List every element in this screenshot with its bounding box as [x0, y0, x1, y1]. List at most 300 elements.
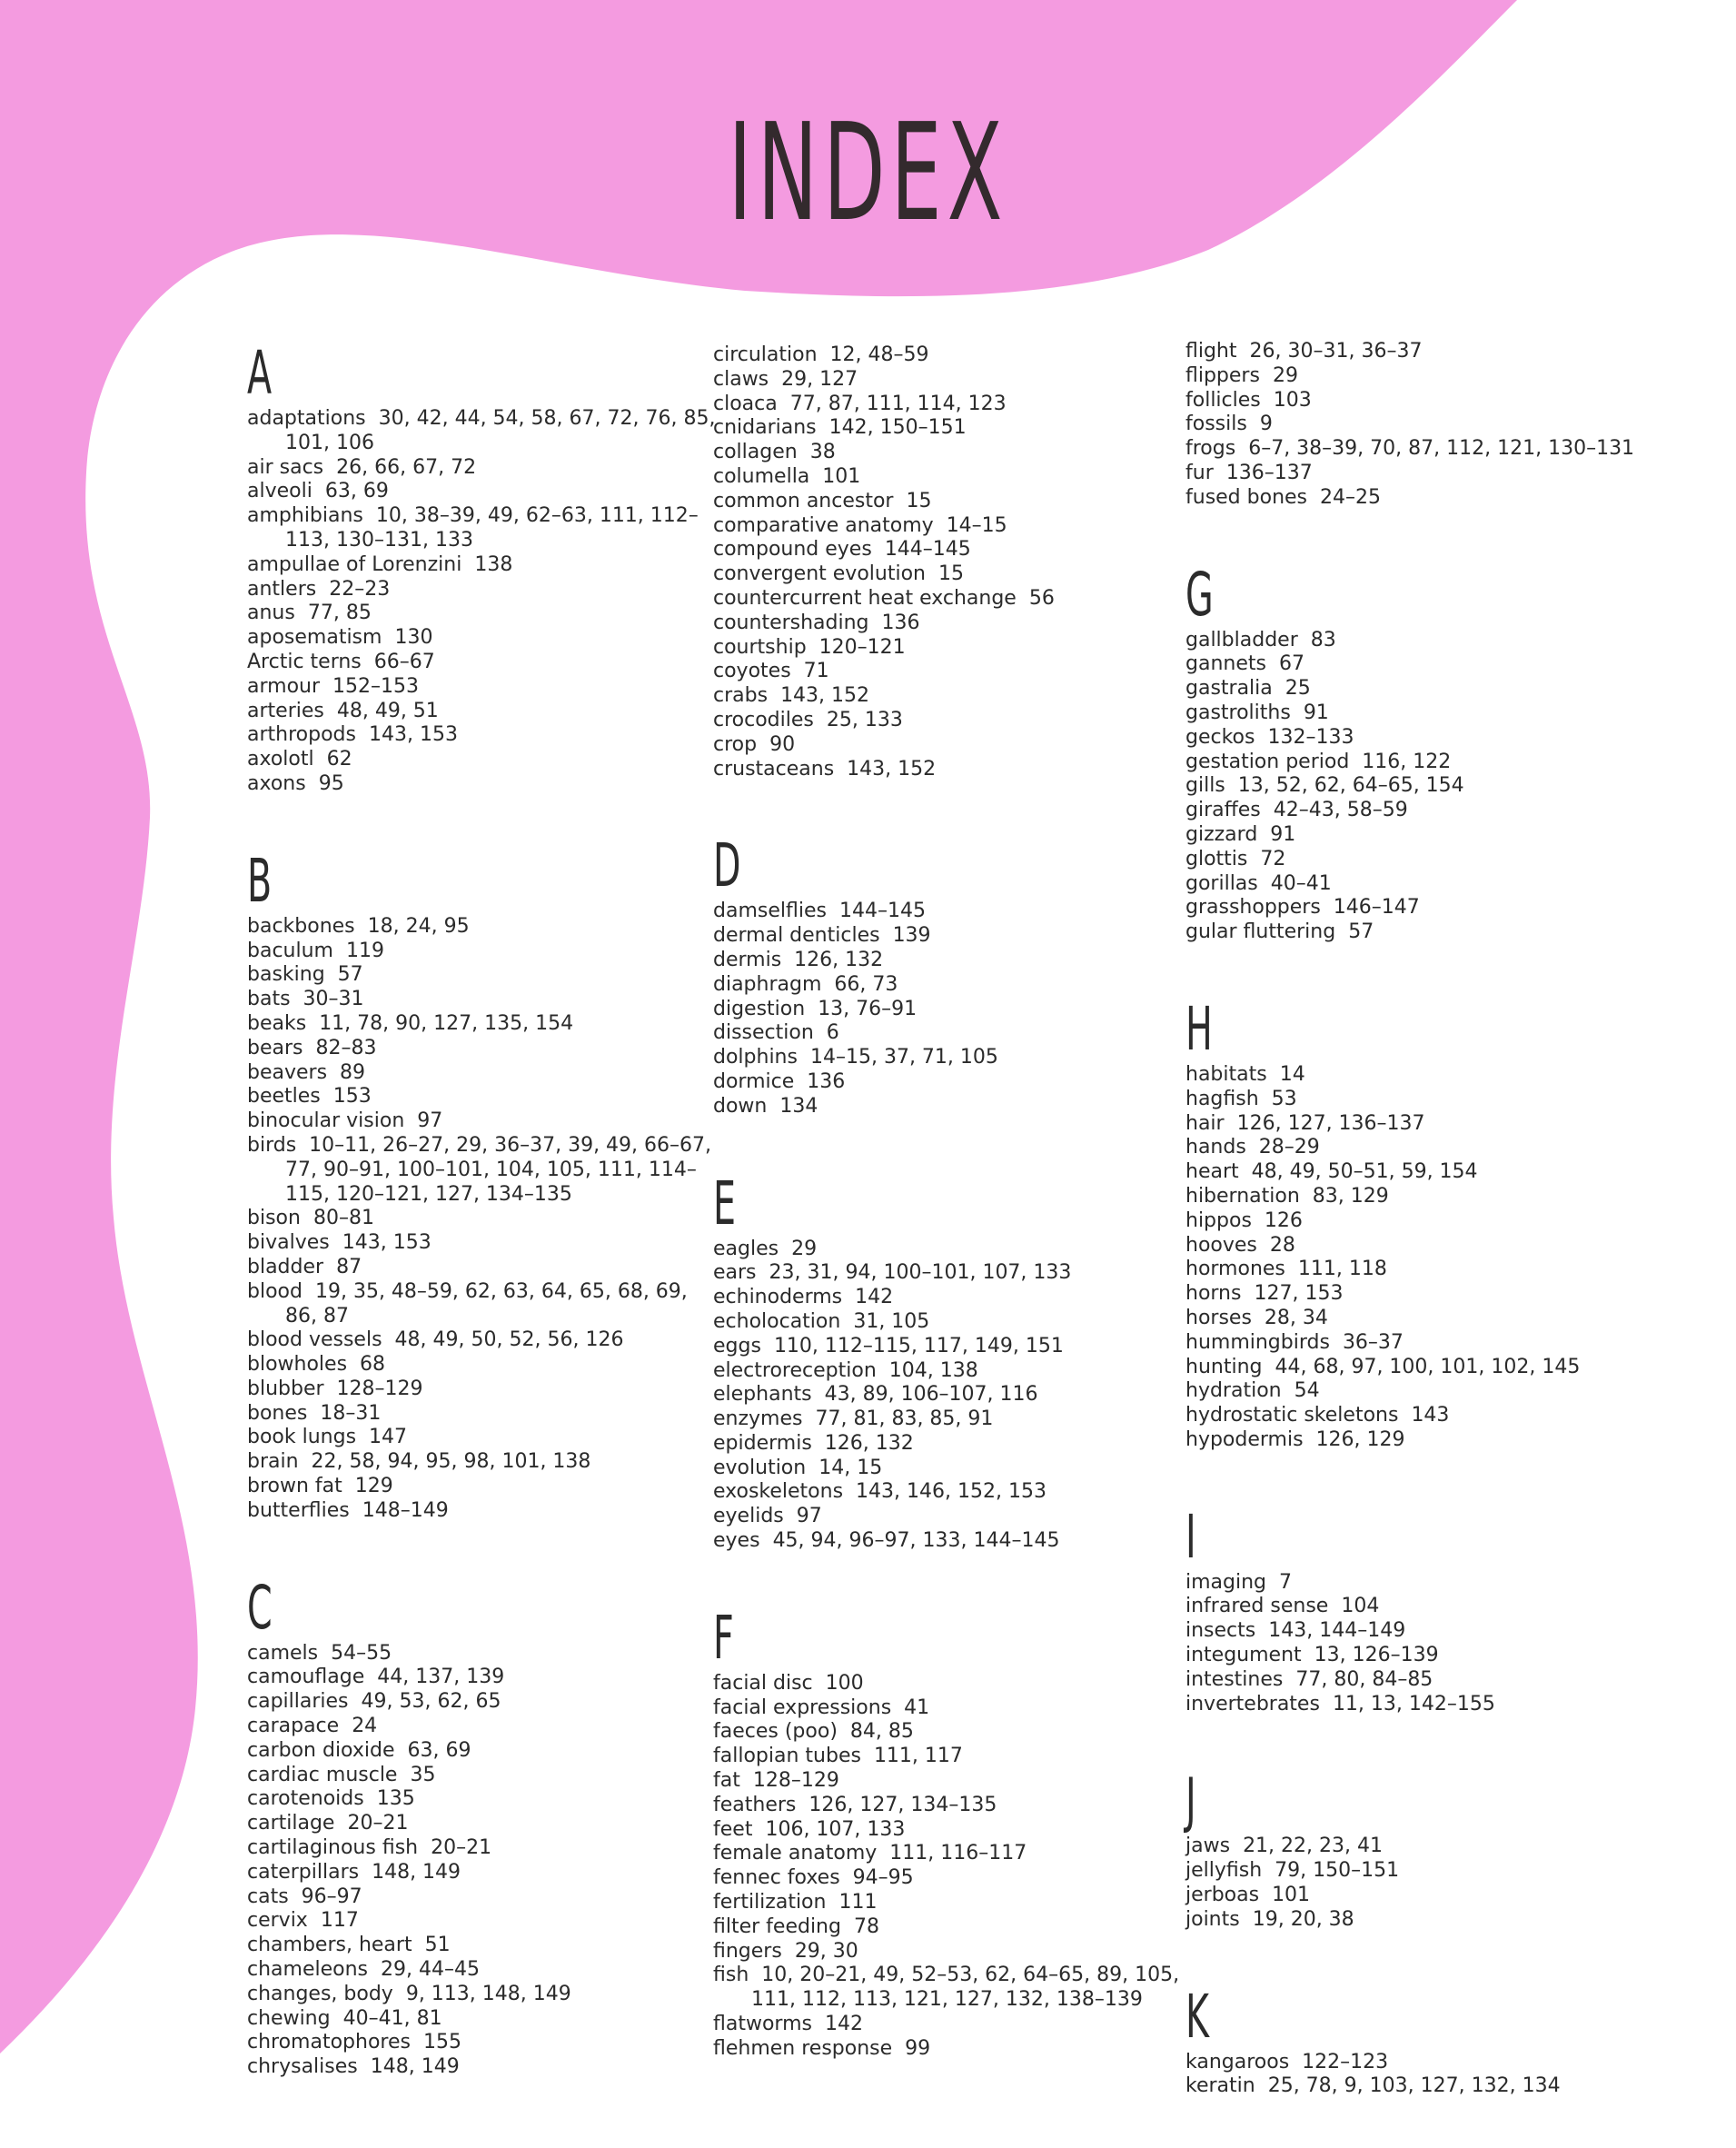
entry-term: brain — [247, 1450, 299, 1474]
entry-term: ampullae of Lorenzini — [247, 552, 462, 576]
entry-term: camels — [247, 1641, 319, 1665]
index-entry — [1185, 437, 1694, 462]
entry-term: infrared sense — [1185, 1595, 1329, 1618]
entry-term: bison — [247, 1207, 301, 1230]
entry-term: flehmen response — [713, 2036, 893, 2060]
index-entry — [247, 1812, 719, 1836]
index-entry-list — [1185, 340, 1694, 511]
entry-pages: 40–41, 81 — [342, 2006, 442, 2030]
entry-term: basking — [247, 963, 325, 987]
entry-term: jellyfish — [1185, 1859, 1263, 1883]
entry-term: electroreception — [713, 1358, 877, 1382]
entry-term: capillaries — [247, 1690, 349, 1714]
section-letter: H — [1185, 993, 1213, 1064]
entry-term: insects — [1185, 1619, 1256, 1643]
index-entry — [247, 1353, 719, 1377]
entry-pages: 19, 20, 38 — [1252, 1907, 1354, 1931]
entry-pages: 143, 153 — [368, 723, 458, 747]
index-entry — [1185, 1595, 1694, 1619]
entry-pages: 146–147 — [1333, 896, 1420, 920]
index-entry-list — [713, 1238, 1185, 1554]
entry-pages: 63, 69 — [407, 1738, 471, 1762]
entry-term: evolution — [713, 1456, 807, 1479]
index-entry — [1185, 1571, 1694, 1596]
entry-pages: 15 — [906, 489, 932, 512]
index-entry — [1185, 1693, 1694, 1717]
index-entry — [1185, 1835, 1694, 1859]
index-entry — [1185, 751, 1694, 775]
entry-pages: 15 — [938, 562, 964, 586]
entry-pages: 89 — [340, 1060, 366, 1084]
entry-term: glottis — [1185, 847, 1248, 870]
index-entry — [1185, 1307, 1694, 1331]
entry-pages: 111 — [838, 1891, 878, 1914]
index-entry — [247, 2007, 719, 2032]
entry-pages: 130 — [394, 626, 433, 650]
entry-term: fennec foxes — [713, 1866, 840, 1890]
entry-pages: 30–31 — [303, 988, 364, 1011]
entry-pages: 143, 146, 152, 153 — [856, 1480, 1047, 1504]
entry-pages: 29, 44–45 — [381, 1958, 480, 1982]
entry-pages: 122–123 — [1302, 2050, 1389, 2073]
index-entry — [713, 900, 1185, 924]
section-letter: B — [247, 845, 273, 916]
index-entry — [713, 1842, 1185, 1866]
index-section-h — [1185, 994, 1694, 1453]
entry-pages: 126, 132 — [824, 1431, 914, 1455]
entry-pages: 66–67 — [373, 650, 435, 673]
entry-term: jerboas — [1185, 1884, 1260, 1907]
entry-term: gannets — [1185, 652, 1266, 676]
entry-term: horns — [1185, 1282, 1242, 1306]
entry-pages: 44, 68, 97, 100, 101, 102, 145 — [1275, 1355, 1581, 1378]
index-entry — [713, 709, 1185, 733]
entry-pages: 78 — [853, 1914, 879, 1938]
index-entry — [713, 1866, 1185, 1891]
index-entry — [1185, 1619, 1694, 1644]
entry-term: joints — [1185, 1907, 1240, 1931]
index-entry — [713, 1095, 1185, 1119]
index-entry — [247, 1426, 719, 1450]
entry-term: down — [713, 1094, 768, 1118]
index-entry — [247, 940, 719, 964]
entry-term: ears — [713, 1261, 757, 1285]
index-column-3 — [1185, 340, 1694, 2148]
index-entry — [713, 490, 1185, 514]
entry-pages: 29 — [791, 1237, 818, 1260]
entry-term: bats — [247, 988, 291, 1011]
index-entry — [713, 1794, 1185, 1818]
index-entry — [1185, 462, 1694, 486]
index-entry — [247, 748, 719, 772]
index-entry — [713, 1915, 1185, 1940]
entry-term: crabs — [713, 684, 769, 708]
entry-term: damselflies — [713, 900, 827, 923]
index-section-g — [1185, 560, 1694, 945]
index-entry — [1185, 1644, 1694, 1668]
index-entry — [713, 1720, 1185, 1745]
index-entry — [713, 1457, 1185, 1481]
entry-pages: 84, 85 — [849, 1720, 914, 1744]
entry-pages: 9 — [1259, 413, 1273, 436]
index-entry — [713, 2037, 1185, 2062]
index-section-e — [713, 1168, 1185, 1554]
entry-pages: 48, 49, 50, 52, 56, 126 — [394, 1328, 624, 1352]
entry-term: chambers, heart — [247, 1934, 412, 1957]
index-entry — [247, 1280, 719, 1329]
entry-term: echolocation — [713, 1309, 841, 1333]
index-entry — [713, 368, 1185, 393]
entry-pages: 12, 48–59 — [829, 343, 929, 366]
entry-term: fossils — [1185, 413, 1247, 436]
index-entry — [1185, 2074, 1694, 2099]
entry-pages: 104, 138 — [888, 1358, 978, 1382]
entry-term: hormones — [1185, 1258, 1285, 1281]
index-entry — [1185, 1160, 1694, 1185]
entry-pages: 56 — [1028, 586, 1055, 610]
entry-pages: 10, 20–21, 49, 52–53, 62, 64–65, 89, 105, 111, 112, 113, 121, 127, 132, 138–139 — [751, 1964, 1180, 2012]
entry-pages: 48, 49, 51 — [336, 699, 439, 722]
entry-term: hibernation — [1185, 1184, 1300, 1208]
entry-term: chameleons — [247, 1958, 368, 1982]
index-entry — [247, 700, 719, 724]
entry-pages: 79, 150–151 — [1275, 1859, 1400, 1883]
section-letter: D — [713, 830, 741, 901]
entry-pages: 45, 94, 96–97, 133, 144–145 — [772, 1529, 1060, 1553]
index-entry — [713, 733, 1185, 758]
entry-pages: 77, 85 — [307, 602, 372, 625]
entry-term: cardiac muscle — [247, 1763, 398, 1786]
entry-term: fat — [713, 1769, 740, 1793]
entry-pages: 127, 153 — [1254, 1282, 1344, 1306]
entry-pages: 97 — [417, 1109, 443, 1133]
entry-term: book lungs — [247, 1426, 357, 1449]
entry-pages: 111, 116–117 — [889, 1842, 1027, 1865]
entry-pages: 143, 153 — [342, 1231, 432, 1255]
entry-pages: 57 — [337, 963, 363, 987]
entry-term: courtship — [713, 635, 807, 659]
entry-term: invertebrates — [1185, 1692, 1320, 1715]
index-entry — [713, 660, 1185, 684]
index-entry — [713, 2013, 1185, 2037]
entry-pages: 96–97 — [301, 1884, 362, 1908]
index-entry — [1185, 1668, 1694, 1693]
entry-pages: 106, 107, 133 — [765, 1817, 906, 1841]
index-entry — [1185, 823, 1694, 848]
entry-pages: 143 — [1411, 1404, 1450, 1427]
section-letter: F — [713, 1602, 734, 1673]
index-section-a — [247, 338, 719, 797]
entry-pages: 54–55 — [331, 1641, 392, 1665]
entry-term: eyelids — [713, 1505, 784, 1528]
entry-pages: 53 — [1271, 1087, 1297, 1110]
index-entry — [247, 1377, 719, 1402]
index-entry — [1185, 629, 1694, 653]
index-entry — [713, 684, 1185, 709]
index-entry — [247, 1256, 719, 1280]
entry-pages: 29, 30 — [794, 1939, 858, 1963]
section-letter: J — [1185, 1765, 1196, 1836]
entry-pages: 67 — [1278, 652, 1304, 676]
entry-pages: 71 — [803, 660, 829, 683]
entry-pages: 54 — [1294, 1379, 1320, 1403]
entry-pages: 24 — [352, 1715, 378, 1738]
entry-pages: 20–21 — [431, 1836, 492, 1860]
entry-pages: 68 — [360, 1353, 386, 1377]
entry-term: hooves — [1185, 1233, 1257, 1257]
entry-term: follicles — [1185, 388, 1261, 412]
entry-term: flippers — [1185, 363, 1260, 387]
entry-term: antlers — [247, 577, 317, 601]
entry-pages: 13, 126–139 — [1314, 1644, 1439, 1667]
entry-pages: 153 — [332, 1085, 372, 1109]
entry-pages: 7 — [1279, 1570, 1293, 1594]
entry-term: exoskeletons — [713, 1480, 844, 1504]
index-entry — [247, 1499, 719, 1524]
index-entry — [247, 2031, 719, 2055]
entry-term: fingers — [713, 1939, 782, 1963]
index-entry — [713, 636, 1185, 661]
index-entry — [1185, 1282, 1694, 1307]
index-entry — [713, 1046, 1185, 1070]
entry-term: elephants — [713, 1383, 812, 1407]
index-entry-list — [247, 407, 719, 797]
entry-pages: 28 — [1269, 1233, 1295, 1257]
index-entry — [1185, 1185, 1694, 1209]
index-entry — [713, 1070, 1185, 1095]
index-entry — [1185, 652, 1694, 677]
index-entry — [1185, 774, 1694, 799]
index-entry — [247, 1328, 719, 1353]
index-entry-list — [247, 1642, 719, 2080]
index-entry-list — [1185, 1571, 1694, 1717]
entry-pages: 14 — [1279, 1062, 1305, 1086]
index-entry — [247, 1061, 719, 1086]
entry-term: habitats — [1185, 1062, 1267, 1086]
index-entry — [247, 480, 719, 504]
entry-pages: 128–129 — [752, 1769, 839, 1793]
index-entry — [713, 1818, 1185, 1843]
entry-term: hypodermis — [1185, 1427, 1304, 1451]
index-entry-list — [1185, 1835, 1694, 1932]
entry-pages: 11, 13, 142–155 — [1332, 1692, 1495, 1715]
entry-pages: 77, 81, 83, 85, 91 — [815, 1407, 994, 1431]
entry-term: axons — [247, 771, 306, 795]
entry-pages: 24–25 — [1320, 485, 1382, 509]
index-entry — [1185, 1356, 1694, 1380]
section-letter: I — [1185, 1501, 1196, 1572]
entry-term: female anatomy — [713, 1842, 878, 1865]
entry-pages: 83, 129 — [1312, 1184, 1389, 1208]
entry-pages: 13, 52, 62, 64–65, 154 — [1237, 774, 1464, 798]
entry-pages: 116, 122 — [1362, 750, 1452, 773]
entry-term: columella — [713, 464, 810, 488]
entry-pages: 13, 76–91 — [818, 997, 918, 1020]
entry-term: birds — [247, 1133, 297, 1157]
entry-term: gular fluttering — [1185, 920, 1336, 944]
index-entry — [713, 1891, 1185, 1915]
section-letter: A — [247, 338, 273, 408]
entry-term: carapace — [247, 1715, 340, 1738]
index-entry — [713, 1696, 1185, 1721]
entry-pages: 90 — [769, 732, 796, 756]
entry-pages: 91 — [1303, 701, 1329, 724]
entry-pages: 142 — [855, 1286, 894, 1309]
entry-pages: 23, 31, 94, 100–101, 107, 133 — [769, 1261, 1072, 1285]
index-entry — [1185, 1088, 1694, 1112]
index-entry — [247, 1934, 719, 1958]
index-section-c — [247, 1573, 719, 2080]
entry-pages: 42–43, 58–59 — [1273, 799, 1408, 822]
entry-term: butterflies — [247, 1498, 350, 1522]
entry-pages: 126, 127, 136–137 — [1236, 1111, 1425, 1135]
entry-term: Arctic terns — [247, 650, 362, 673]
entry-pages: 136–137 — [1225, 461, 1313, 484]
index-entry-list — [1185, 1063, 1694, 1453]
index-entry — [713, 1238, 1185, 1262]
entry-pages: 22–23 — [329, 577, 391, 601]
entry-pages: 126, 129 — [1315, 1427, 1405, 1451]
entry-pages: 26, 66, 67, 72 — [336, 455, 477, 479]
entry-term: beetles — [247, 1085, 321, 1109]
entry-term: horses — [1185, 1306, 1252, 1329]
entry-pages: 38 — [809, 441, 836, 464]
entry-term: hummingbirds — [1185, 1330, 1330, 1354]
entry-term: claws — [713, 367, 769, 391]
entry-term: beaks — [247, 1011, 307, 1035]
index-entry — [247, 1690, 719, 1715]
entry-term: kangaroos — [1185, 2050, 1290, 2073]
index-entry — [1185, 799, 1694, 823]
entry-term: amphibians — [247, 504, 363, 528]
entry-pages: 77, 87, 111, 114, 123 — [789, 392, 1007, 415]
index-entry — [713, 416, 1185, 441]
entry-term: geckos — [1185, 725, 1255, 749]
entry-pages: 144–145 — [884, 538, 971, 562]
entry-term: arthropods — [247, 723, 356, 747]
entry-term: feathers — [713, 1793, 797, 1816]
index-entry — [713, 1672, 1185, 1696]
entry-term: dissection — [713, 1021, 814, 1045]
entry-term: bones — [247, 1401, 308, 1425]
page-title: INDEX — [728, 94, 1008, 251]
index-entry — [247, 963, 719, 988]
entry-pages: 14–15, 37, 71, 105 — [809, 1046, 998, 1069]
entry-pages: 41 — [904, 1696, 930, 1719]
entry-term: fallopian tubes — [713, 1745, 861, 1768]
entry-pages: 143, 144–149 — [1268, 1619, 1406, 1643]
entry-term: fertilization — [713, 1891, 827, 1914]
entry-pages: 48, 49, 50–51, 59, 154 — [1251, 1160, 1478, 1184]
index-entry — [713, 1407, 1185, 1432]
index-entry — [1185, 1234, 1694, 1258]
entry-term: eagles — [713, 1237, 779, 1260]
index-entry — [247, 1715, 719, 1739]
entry-term: epidermis — [713, 1431, 812, 1455]
index-entry — [1185, 1404, 1694, 1428]
entry-pages: 132–133 — [1267, 725, 1354, 749]
entry-term: gestation period — [1185, 750, 1350, 773]
entry-pages: 62 — [326, 748, 352, 771]
entry-pages: 136 — [881, 611, 920, 634]
entry-term: imaging — [1185, 1570, 1267, 1594]
entry-pages: 142 — [824, 2013, 863, 2036]
index-entry — [713, 1359, 1185, 1384]
entry-term: compound eyes — [713, 538, 872, 562]
entry-pages: 111, 117 — [873, 1745, 963, 1768]
entry-term: backbones — [247, 914, 355, 938]
entry-term: blubber — [247, 1377, 324, 1400]
entry-term: keratin — [1185, 2074, 1255, 2098]
index-entry — [713, 1383, 1185, 1407]
entry-term: hunting — [1185, 1355, 1263, 1378]
entry-term: cervix — [247, 1909, 308, 1933]
entry-pages: 19, 35, 48–59, 62, 63, 64, 65, 68, 69, 86, 87 — [285, 1279, 688, 1328]
entry-term: blood — [247, 1279, 303, 1303]
entry-term: axolotl — [247, 748, 314, 771]
index-entry — [713, 1021, 1185, 1046]
entry-term: brown fat — [247, 1475, 342, 1498]
index-entry — [1185, 486, 1694, 511]
index-entry — [247, 723, 719, 748]
entry-term: cartilaginous fish — [247, 1836, 419, 1860]
entry-pages: 148, 149 — [370, 2055, 460, 2079]
entry-term: gills — [1185, 774, 1225, 798]
entry-pages: 49, 53, 62, 65 — [361, 1690, 501, 1714]
index-entry — [1185, 1379, 1694, 1404]
entry-term: beavers — [247, 1060, 328, 1084]
entry-term: feet — [713, 1817, 753, 1841]
entry-pages: 9, 113, 148, 149 — [405, 1982, 571, 2005]
entry-term: gallbladder — [1185, 628, 1298, 651]
entry-pages: 139 — [892, 924, 931, 948]
index-section-b — [247, 846, 719, 1524]
index-entry — [713, 1480, 1185, 1505]
entry-term: collagen — [713, 441, 798, 464]
entry-term: alveoli — [247, 480, 312, 503]
entry-term: hydration — [1185, 1379, 1282, 1403]
index-column-2 — [713, 343, 1185, 2111]
index-entry — [247, 1402, 719, 1427]
entry-term: caterpillars — [247, 1860, 360, 1884]
entry-term: hagfish — [1185, 1087, 1259, 1110]
entry-term: crocodiles — [713, 708, 814, 731]
entry-pages: 28–29 — [1258, 1136, 1320, 1159]
entry-term: hippos — [1185, 1208, 1252, 1232]
index-entry — [713, 1432, 1185, 1457]
index-entry — [713, 562, 1185, 587]
index-entry — [247, 1207, 719, 1231]
entry-term: fused bones — [1185, 485, 1308, 509]
entry-pages: 119 — [345, 939, 384, 962]
entry-pages: 14, 15 — [818, 1456, 883, 1479]
index-entry — [713, 587, 1185, 612]
entry-pages: 21, 22, 23, 41 — [1243, 1835, 1383, 1858]
entry-term: gastroliths — [1185, 701, 1291, 724]
entry-pages: 148–149 — [362, 1498, 449, 1522]
entry-term: diaphragm — [713, 972, 822, 996]
entry-pages: 51 — [424, 1934, 451, 1957]
index-entry — [247, 1109, 719, 1134]
entry-term: baculum — [247, 939, 333, 962]
entry-term: dermis — [713, 948, 782, 971]
entry-pages: 6 — [826, 1021, 839, 1045]
entry-term: eyes — [713, 1529, 760, 1553]
index-entry — [1185, 1331, 1694, 1356]
index-entry-list — [1185, 629, 1694, 945]
entry-pages: 57 — [1348, 920, 1374, 944]
entry-pages: 138 — [474, 552, 513, 576]
